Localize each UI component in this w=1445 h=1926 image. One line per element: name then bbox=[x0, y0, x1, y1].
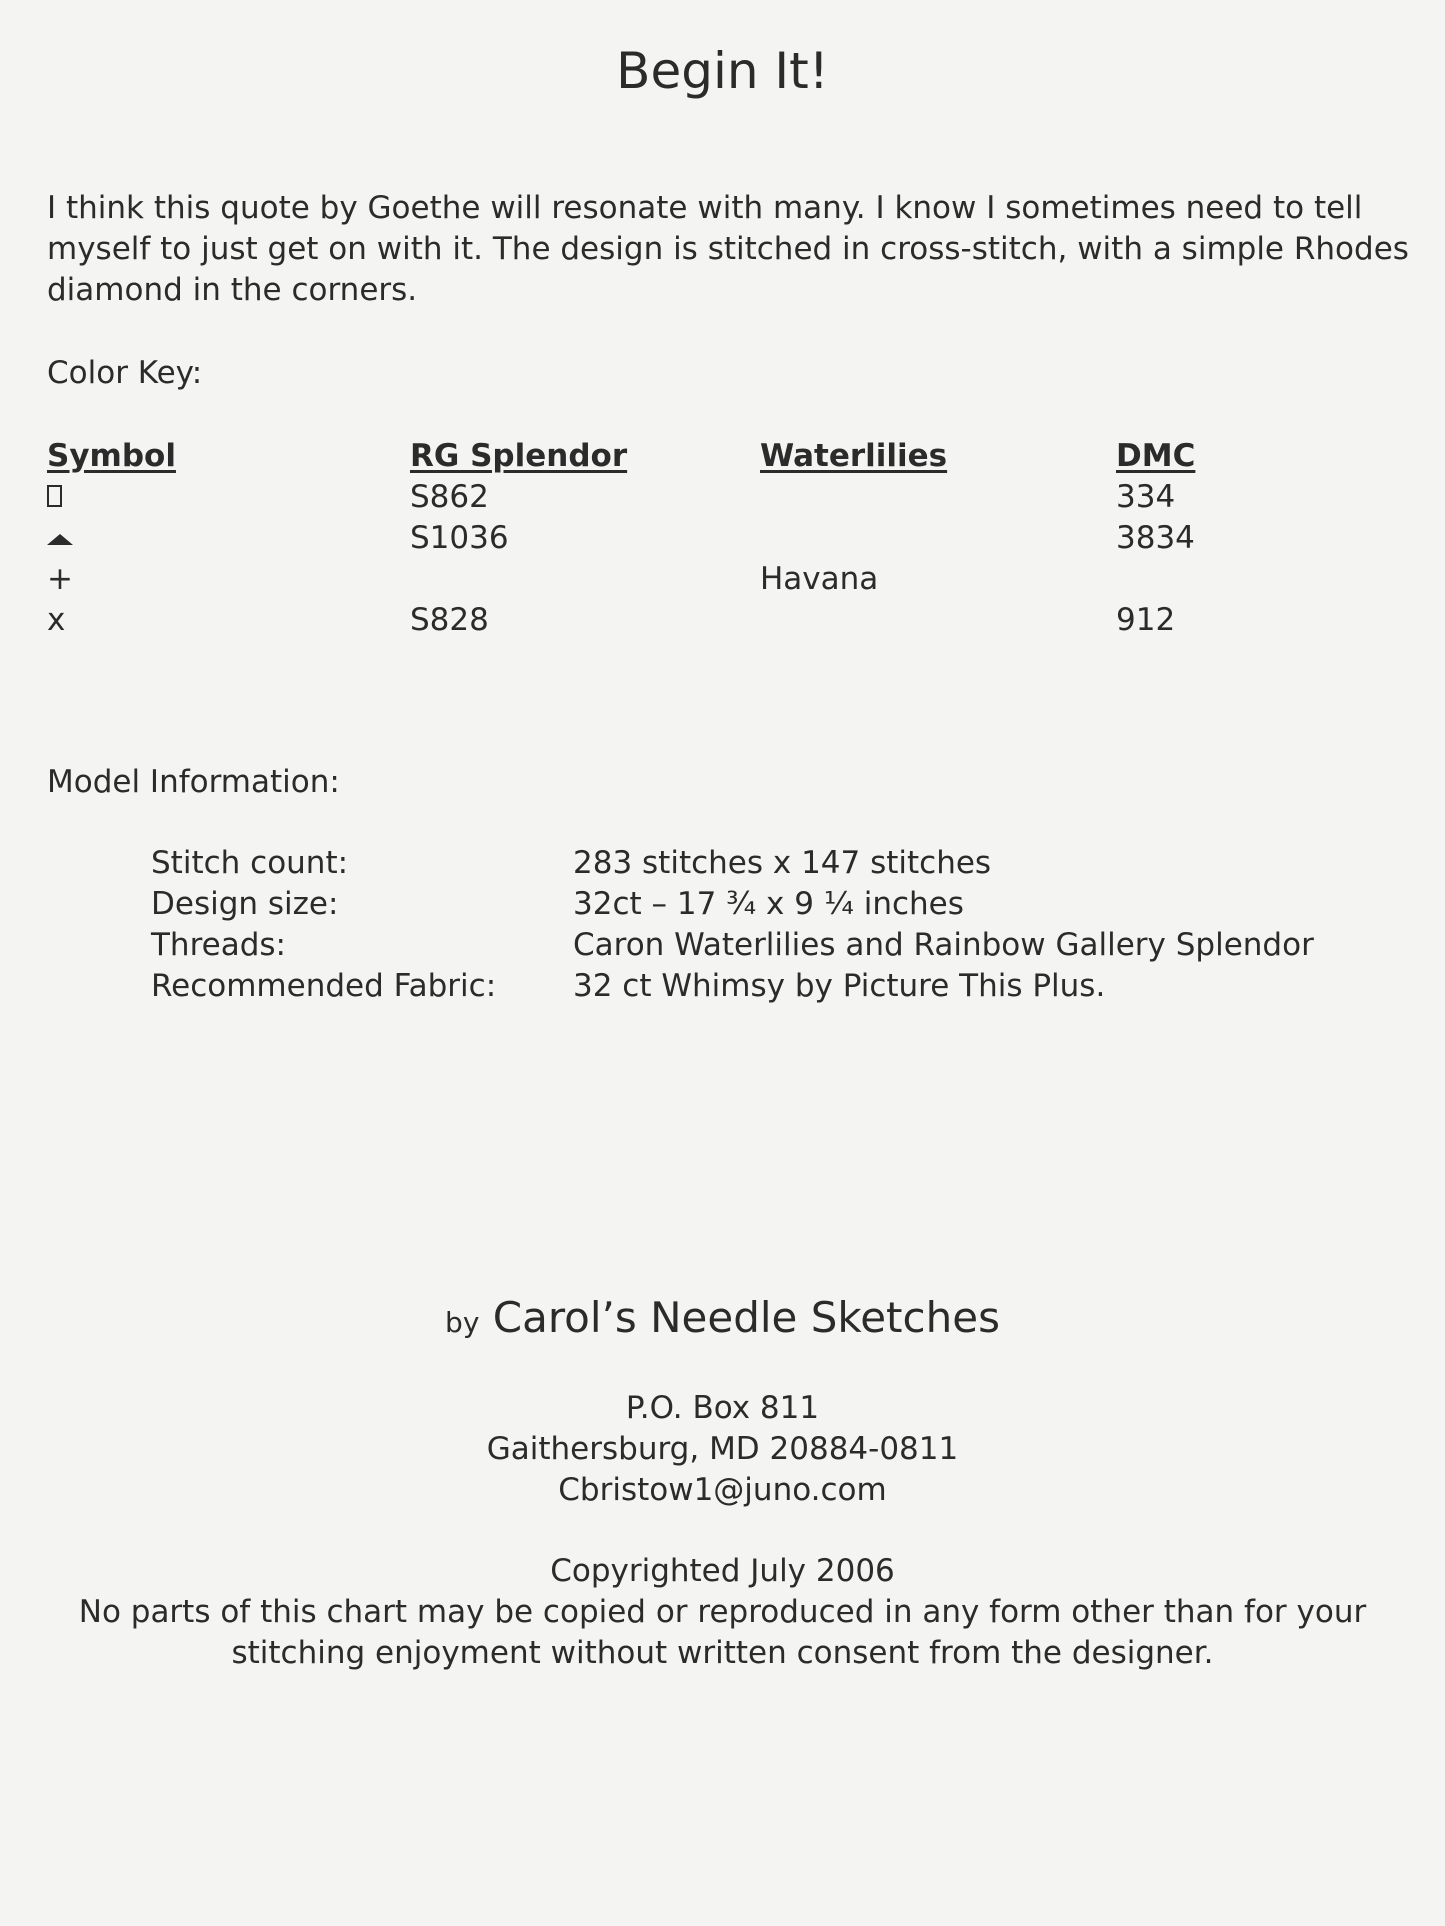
header-waterlilies: Waterlilies bbox=[760, 437, 948, 474]
by-word: by bbox=[445, 1306, 480, 1339]
designer-byline bbox=[0, 1293, 1445, 1342]
model-value: 32 ct Whimsy by Picture This Plus. bbox=[573, 968, 1106, 1004]
model-label: Threads: bbox=[151, 927, 286, 963]
rg-cell bbox=[410, 558, 760, 599]
copyright-notice bbox=[0, 1551, 1445, 1674]
address-line: Gaithersburg, MD 20884-0811 bbox=[486, 1431, 959, 1467]
rg-cell: S828 bbox=[410, 601, 489, 638]
dmc-cell: 3834 bbox=[1116, 519, 1195, 556]
intro-paragraph: I think this quote by Goethe will resonate with many. I know I sometimes need to tell myself to just get on with it. The design is stitched in cross-stitch, with a simple Rhodes diamond in the corners. bbox=[47, 190, 1409, 308]
color-key-table bbox=[47, 435, 1347, 640]
model-value: Caron Waterlilies and Rainbow Gallery Splendor bbox=[573, 927, 1314, 963]
table-row bbox=[151, 968, 1314, 1009]
header-symbol: Symbol bbox=[47, 437, 176, 474]
model-info-label: Model Information: bbox=[47, 764, 340, 800]
email-link[interactable]: Cbristow1@juno.com bbox=[558, 1472, 887, 1508]
waterlilies-cell bbox=[760, 517, 1116, 558]
model-value: 283 stitches x 147 stitches bbox=[573, 845, 992, 881]
table-row bbox=[47, 558, 1347, 599]
waterlilies-cell bbox=[760, 476, 1116, 517]
page-title: Begin It! bbox=[616, 42, 829, 100]
rg-cell: S1036 bbox=[410, 519, 509, 556]
model-label: Design size: bbox=[151, 886, 339, 922]
copyright-line: stitching enjoyment without written consent from the designer. bbox=[231, 1635, 1214, 1671]
dmc-cell: 334 bbox=[1116, 478, 1176, 515]
model-info-table bbox=[151, 845, 1314, 1009]
table-row bbox=[151, 927, 1314, 968]
model-label: Recommended Fabric: bbox=[151, 968, 497, 1004]
square-symbol-icon bbox=[47, 485, 62, 507]
copyright-line: No parts of this chart may be copied or reproduced in any form other than for your bbox=[78, 1594, 1367, 1630]
model-value: 32ct – 17 ¾ x 9 ¼ inches bbox=[573, 886, 964, 922]
copyright-line: Copyrighted July 2006 bbox=[550, 1553, 895, 1589]
model-label: Stitch count: bbox=[151, 845, 349, 881]
rg-cell: S862 bbox=[410, 478, 489, 515]
table-row bbox=[47, 476, 1347, 517]
header-rg-splendor: RG Splendor bbox=[410, 437, 628, 474]
symbol-cell: x bbox=[47, 601, 66, 638]
waterlilies-cell bbox=[760, 599, 1116, 640]
table-row bbox=[47, 599, 1347, 640]
dmc-cell: 912 bbox=[1116, 601, 1176, 638]
table-row bbox=[47, 517, 1347, 558]
waterlilies-cell: Havana bbox=[760, 560, 879, 597]
designer-address bbox=[0, 1388, 1445, 1511]
designer-name: Carol’s Needle Sketches bbox=[492, 1293, 1000, 1342]
color-key-header-row bbox=[47, 435, 1347, 476]
header-dmc: DMC bbox=[1116, 437, 1196, 474]
table-row bbox=[151, 845, 1314, 886]
address-line: P.O. Box 811 bbox=[625, 1390, 820, 1426]
triangle-symbol-icon bbox=[47, 534, 73, 545]
color-key-label: Color Key: bbox=[47, 355, 203, 391]
table-row bbox=[151, 886, 1314, 927]
dmc-cell bbox=[1116, 558, 1347, 599]
symbol-cell: + bbox=[47, 560, 73, 597]
